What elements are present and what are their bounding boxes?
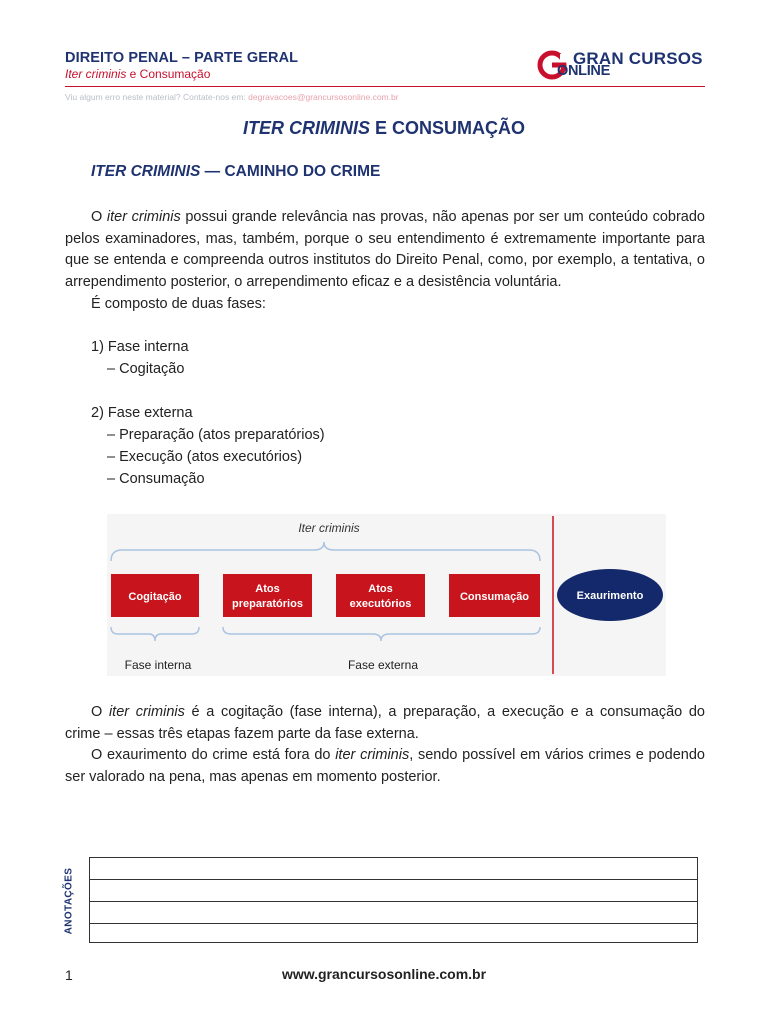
- phase-internal-item: – Cogitação: [107, 361, 185, 377]
- phase-external-item: – Consumação: [107, 471, 205, 487]
- page-title-italic: ITER CRIMINIS: [242, 118, 370, 138]
- notes-line[interactable]: [90, 924, 697, 945]
- label-fase-interna: Fase interna: [124, 658, 192, 672]
- oval-exaurimento-label: Exaurimento: [576, 590, 644, 602]
- notes-box[interactable]: [89, 857, 698, 943]
- box-atos-preparatorios-label-2: preparatórios: [232, 598, 303, 610]
- footer-website-link[interactable]: www.grancursosonline.com.br: [281, 966, 487, 982]
- conclusion-p1-italic: iter criminis: [108, 704, 185, 720]
- intro-p1-end: possui grande relevância nas provas, não apenas por ser um conteúdo cobrado pelos examinadores, mas, também, porque o seu entendimento é extremamente importante para que se entenda e compreenda outros institutos do Direito Penal, como, por exemplo, a tentativa, o arrependimento posterior, o arrependimento eficaz e a desistência voluntária.: [65, 209, 705, 291]
- conclusion-paragraph-2: [65, 745, 705, 788]
- conclusion-p2-italic: iter criminis: [335, 747, 410, 764]
- intro-paragraphs: [65, 207, 705, 316]
- conclusion-p2-end: , sendo possível em vários crimes e podendo ser valorado na pena, mas apenas em momento posterior.: [65, 747, 705, 786]
- section-heading-rest: — CAMINHO DO CRIME: [200, 163, 381, 180]
- phase-external-title: 2) Fase externa: [91, 405, 193, 421]
- intro-paragraph-1: [65, 207, 705, 294]
- box-atos-preparatorios: [223, 574, 312, 617]
- conclusion-paragraphs: [65, 702, 705, 789]
- page-number: 1: [65, 967, 73, 983]
- box-atos-executorios-label-1: Atos: [368, 583, 393, 595]
- intro-paragraph-2: É composto de duas fases:: [91, 295, 266, 312]
- subtitle-rest: e Consumação: [126, 67, 211, 81]
- brace-fase-interna: [111, 627, 199, 641]
- iter-criminis-diagram: [107, 514, 666, 676]
- subtitle-italic: Iter criminis: [65, 67, 127, 81]
- notes-line[interactable]: [90, 880, 697, 902]
- logo-text-line2: ONLINE: [557, 63, 610, 79]
- contact-notice: [65, 92, 399, 102]
- page-title: [0, 118, 768, 139]
- label-fase-externa: Fase externa: [347, 658, 419, 672]
- phase-internal-title: 1) Fase interna: [91, 339, 189, 355]
- box-atos-preparatorios-label-1: Atos: [255, 583, 280, 595]
- top-brace: [111, 542, 540, 561]
- conclusion-p1-start: O: [91, 704, 109, 720]
- contact-text: Viu algum erro neste material? Contate-nos em:: [65, 92, 249, 102]
- logo-text-line1: GRAN CURSOS: [573, 49, 703, 68]
- section-heading-italic: ITER CRIMINIS: [91, 163, 201, 180]
- notes-label-text: ANOTAÇÕES: [63, 867, 75, 935]
- notes-line[interactable]: [90, 902, 697, 924]
- brace-fase-externa: [223, 627, 540, 641]
- gran-cursos-logo: [537, 48, 712, 84]
- intro-p1-start: O: [91, 209, 107, 225]
- conclusion-paragraph-1: [65, 702, 705, 745]
- diagram-svg: [107, 514, 666, 676]
- conclusion-p2-start: O exaurimento do crime está fora do: [91, 747, 336, 764]
- box-atos-executorios-label-2: executórios: [349, 598, 412, 610]
- header-divider: [65, 86, 705, 87]
- box-consumacao-label: Consumação: [459, 591, 530, 603]
- phase-external-item: – Preparação (atos preparatórios): [107, 427, 325, 443]
- document-header-subtitle: [65, 67, 210, 81]
- contact-email-link[interactable]: degravacoes@grancursosonline.com.br: [248, 92, 399, 102]
- notes-label: [62, 868, 76, 934]
- phase-external-item: – Execução (atos executórios): [107, 449, 303, 465]
- box-cogitacao-label: Cogitação: [128, 591, 182, 603]
- document-header-title: DIREITO PENAL – PARTE GERAL: [65, 50, 299, 66]
- notes-line[interactable]: [90, 858, 697, 880]
- conclusion-p1-end: é a cogitação (fase interna), a preparação, a execução e a consumação do crime – essas três etapas fazem parte da fase externa.: [65, 704, 706, 742]
- diagram-top-label: Iter criminis: [298, 521, 360, 535]
- intro-p1-italic: iter criminis: [106, 209, 181, 225]
- section-heading: [91, 163, 380, 181]
- box-atos-executorios: [336, 574, 425, 617]
- page-title-rest: E CONSUMAÇÃO: [370, 118, 526, 138]
